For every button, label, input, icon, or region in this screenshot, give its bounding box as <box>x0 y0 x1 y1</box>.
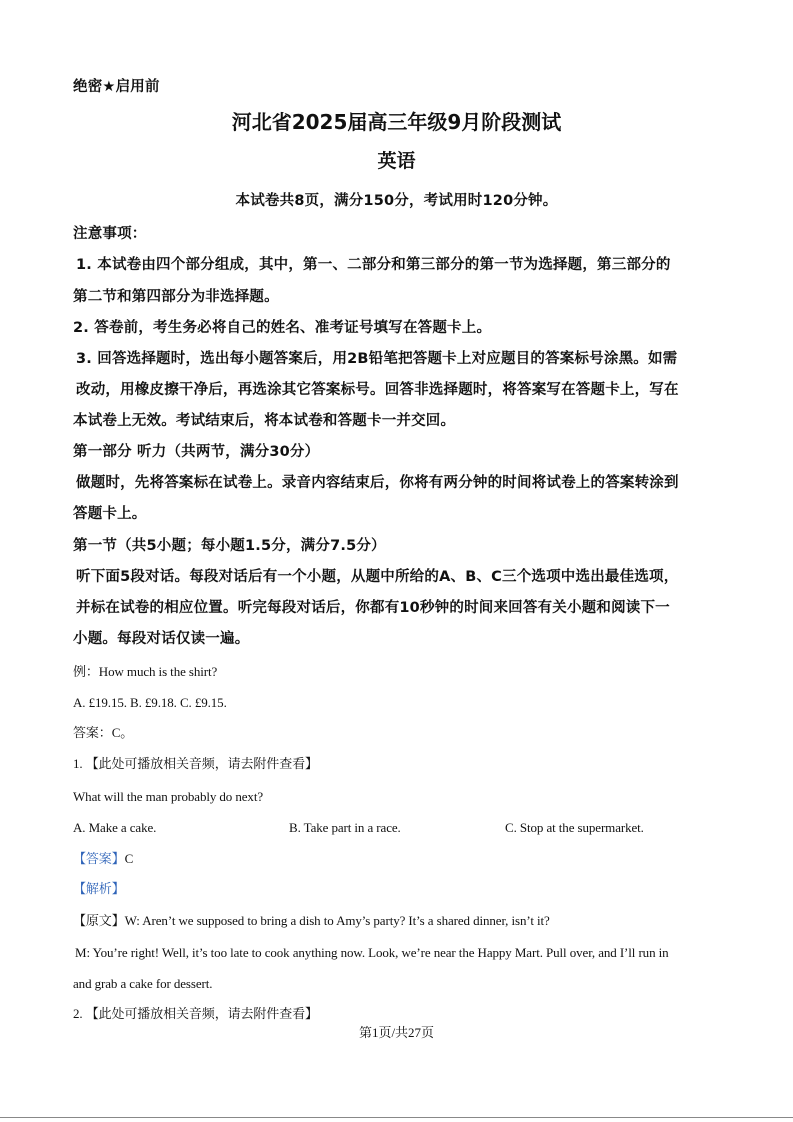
note-item-3-line-3: 本试卷上无效。考试结束后，将本试卷和答题卡一并交回。 <box>73 413 456 429</box>
note-item-1-line-1: 1. 本试卷由四个部分组成，其中，第一、二部分和第三部分的第一节为选择题，第三部分的 <box>76 257 671 273</box>
transcript-m-line-2: and grab a cake for dessert. <box>73 976 213 991</box>
question-1-options <box>73 821 753 834</box>
section1-line-1: 听下面5段对话。每段对话后有一个小题，从题中所给的A、B、C三个选项中选出最佳选项， <box>76 569 679 585</box>
question-2-audio-note: 2. 【此处可播放相关音频，请去附件查看】 <box>73 1006 318 1021</box>
example-options: A. £19.15. B. £9.18. C. £9.15. <box>73 695 227 710</box>
note-item-1-line-2: 第二节和第四部分为非选择题。 <box>73 289 279 305</box>
exam-info: 本试卷共8页，满分150分，考试用时120分钟。 <box>235 193 558 209</box>
transcript-w <box>73 914 753 927</box>
transcript-m-line-1: M: You’re right! Well, it’s too late to cook anything now. Look, we’re near the Happy Mart. Pull over, and I’ll run in <box>75 945 669 960</box>
subject-title: 英语 <box>377 150 416 172</box>
analysis-label: 【解析】 <box>73 881 125 896</box>
option-b: B. Take part in a race. <box>289 820 401 835</box>
part1-intro-line-1: 做题时，先将答案标在试卷上。录音内容结束后，你将有两分钟的时间将试卷上的答案转涂到 <box>76 475 679 491</box>
question-1-audio-note: 1. 【此处可播放相关音频，请去附件查看】 <box>73 756 318 771</box>
exam-title: 河北省2025届高三年级9月阶段测试 <box>231 110 562 134</box>
answer-value: C <box>124 851 134 866</box>
option-c: C. Stop at the supermarket. <box>505 820 644 835</box>
note-item-2: 2. 答卷前，考生务必将自己的姓名、准考证号填写在答题卡上。 <box>73 320 492 336</box>
bottom-rule <box>0 1117 793 1118</box>
notes-heading: 注意事项： <box>73 226 147 242</box>
example-answer: 答案：C。 <box>73 725 134 740</box>
page-number: 第1页/共27页 <box>358 1025 435 1040</box>
note-item-3-line-1: 3. 回答选择题时，选出每小题答案后，用2B铅笔把答题卡上对应题目的答案标号涂黑。如需 <box>76 351 678 367</box>
answer-label: 【答案】 <box>73 851 125 866</box>
transcript-w-text: W: Aren’t we supposed to bring a dish to Amy’s party? It’s a shared dinner, isn’t it? <box>124 913 550 928</box>
secret-mark: 绝密★启用前 <box>73 79 160 95</box>
note-item-3-line-2: 改动，用橡皮擦干净后，再选涂其它答案标号。回答非选择题时，将答案写在答题卡上，写在 <box>76 382 679 398</box>
section1-line-3: 小题。每段对话仅读一遍。 <box>73 631 250 647</box>
section1-heading: 第一节（共5小题；每小题1.5分，满分7.5分） <box>73 538 386 554</box>
part1-intro-line-2: 答题卡上。 <box>73 506 147 522</box>
transcript-label: 【原文】 <box>73 913 125 928</box>
section1-line-2: 并标在试卷的相应位置。听完每段对话后，你都有10秒钟的时间来回答有关小题和阅读下一 <box>76 600 670 616</box>
example-question: 例：How much is the shirt? <box>73 664 218 679</box>
question-1-answer <box>73 852 753 865</box>
question-1-text: What will the man probably do next? <box>73 789 264 804</box>
part1-heading: 第一部分 听力（共两节，满分30分） <box>73 444 320 460</box>
option-a: A. Make a cake. <box>73 820 157 835</box>
